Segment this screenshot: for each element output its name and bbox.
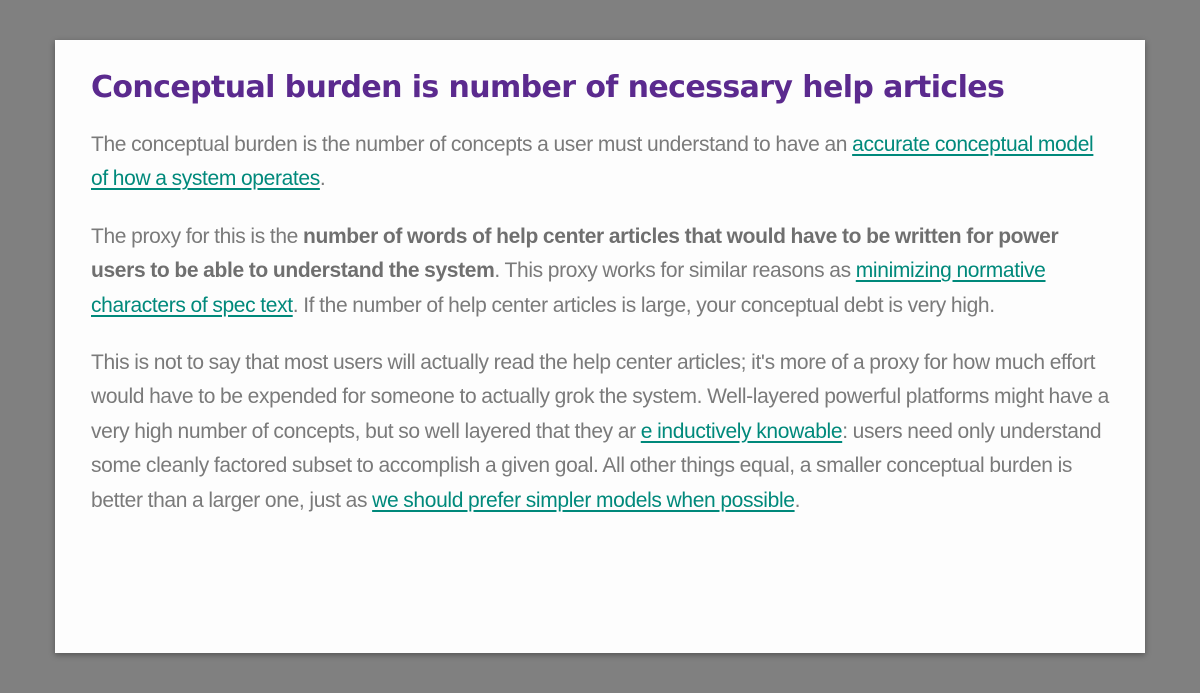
paragraph-1 (91, 128, 1109, 197)
link-inductively-knowable[interactable]: e inductively knowable (640, 419, 843, 443)
paragraph-2-text-3: . If the number of help center articles is large, your conceptual debt is very high. (292, 293, 995, 317)
paragraph-3-text-3: . (794, 488, 801, 512)
paragraph-1-text-2: . (319, 167, 326, 191)
link-minimizing-normative-characters[interactable]: minimizing normative characters of spec text (91, 259, 1046, 317)
paragraph-2-text-2: . This proxy works for similar reasons as (494, 259, 856, 283)
paragraph-3-text-1: This is not to say that most users will actually read the help center articles; it's more of a proxy for how much effort would have to be expended for someone to actually grok the system. Well-layered powerful platforms might have a very high number of concepts, but so well layered that they ar (91, 351, 1109, 443)
paragraph-2-text-1: The proxy for this is the (91, 224, 303, 248)
article-title: Conceptual burden is number of necessary help articles (91, 70, 1005, 105)
paragraph-1-text-1: The conceptual burden is the number of concepts a user must understand to have an (91, 133, 853, 156)
paragraph-2-bold-text: number of words of help center articles that would have to be written for power users to be able to understand the system (91, 224, 1059, 283)
paragraph-2 (91, 220, 1109, 323)
article-card (55, 40, 1145, 653)
paragraph-3-text-2: : users need only understand some cleanly factored subset to accomplish a given goal. All other things equal, a smaller conceptual burden is better than a larger one, just as (91, 419, 1102, 512)
link-prefer-simpler-models[interactable]: we should prefer simpler models when possible (372, 488, 795, 512)
link-accurate-conceptual-model[interactable]: accurate conceptual model of how a system operates (91, 133, 1094, 191)
paragraph-3 (91, 346, 1109, 518)
